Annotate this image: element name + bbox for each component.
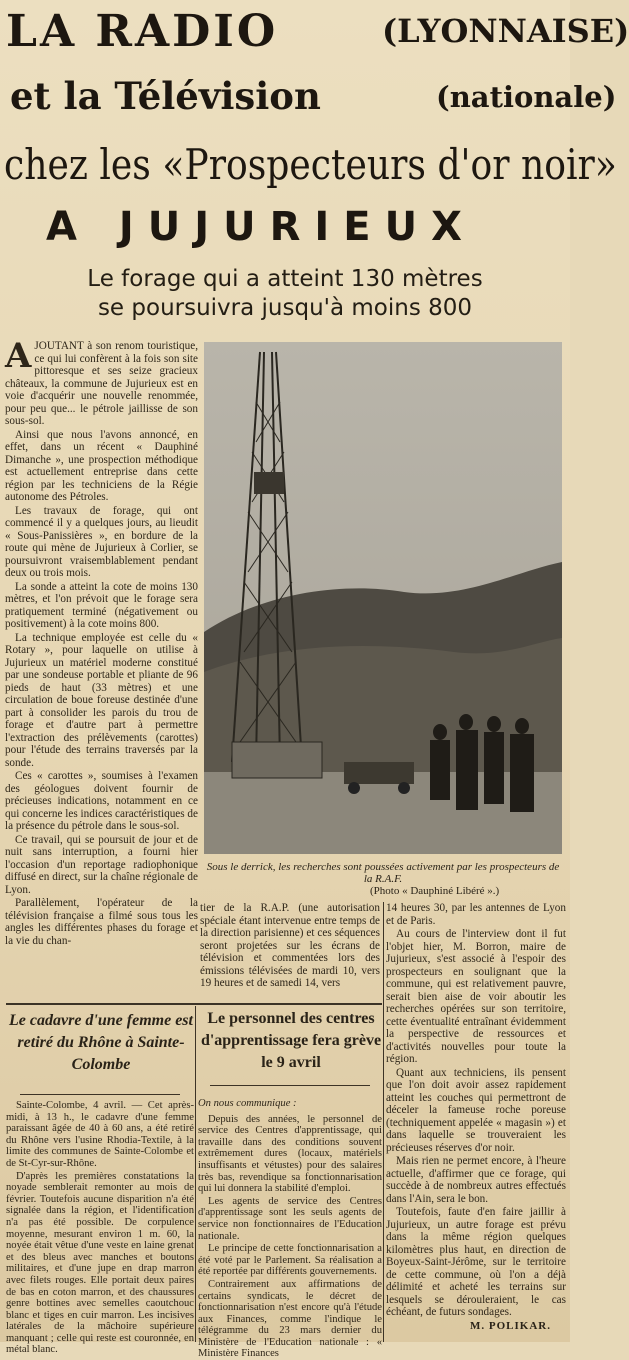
article-paragraph: tier de la R.A.P. (une autorisation spéciale étant intervenue entre temps de la direction parisienne) et ces séquences seront projetées sur les écrans de télévision et commentées lors des émissions télévisées de mardi 10, vers 19 heures et de samedi 14, vers bbox=[200, 902, 380, 989]
article-paragraph: Les agents de service des Centres d'apprentissage sont les seuls agents de service non fonctionnaires de l'Education nationale. bbox=[198, 1195, 382, 1242]
derrick-photo bbox=[204, 342, 562, 854]
column-divider bbox=[20, 1094, 180, 1095]
column-divider bbox=[210, 1085, 370, 1086]
headline-prospecteurs: chez les «Prospecteurs d'or noir» bbox=[4, 140, 617, 189]
article-paragraph: Sainte-Colombe, 4 avril. — Cet après-midi, à 13 h., le cadavre d'une femme paraissant âgée de 40 à 60 ans, a été retiré du Rhône vers l'usine Rhodia-Textile, à la limite des communes de Sainte-Colombe et de St-Cyr-sur-Rhône. bbox=[6, 1100, 194, 1169]
article-paragraph: La sonde a atteint la cote de moins 130 mètres, et l'on prévoit que le forage sera pratiquement terminé (négativement ou positivement) à la cote moins 800. bbox=[5, 580, 198, 630]
article-paragraph: Le principe de cette fonctionnarisation a été voté par le Parlement. Sa réalisation a été reportée par différents gouvernements. bbox=[198, 1243, 382, 1278]
cadavre-headline: Le cadavre d'une femme est retiré du Rhône à Sainte-Colombe bbox=[9, 1012, 193, 1073]
article-paragraph: Quant aux techniciens, ils pensent que l'on doit avoir assez rapidement atteint les couches qui permettront de déceler la fameuse roche poreuse (techniquement appelée « magasin ») et dans laquelle se trouveraient les précieuses réserves d'or noir. bbox=[386, 1066, 566, 1154]
article-paragraph: Ces « carottes », soumises à l'examen des géologues doivent fournir de précieuses indications, notamment en ce qui concerne les indices caractéristiques de la présence du pétrole dans le sous-sol. bbox=[5, 770, 198, 832]
article-paragraph: AJOUTANT à son renom touristique, ce qui lui confèrent à la fois son site pittoresque et ses seize gracieux châteaux, la commune de Jujurieux est en voie d'acquérir une nouvelle renommée, pour peu que... le pétrole jaillisse de son sous-sol. bbox=[5, 336, 198, 427]
headline-television: et la Télévision bbox=[10, 74, 321, 118]
article-paragraph: Les travaux de forage, qui ont commencé il y a quelques jours, au lieudit « Sous-Panissières », en bordure de la route qui mène de Jujurieux à Corlier, se poursuivront vraisemblablement pendant deux ou trois mois. bbox=[5, 504, 198, 579]
photo-credit: (Photo « Dauphiné Libéré ».) bbox=[370, 885, 500, 897]
article-paragraph: 14 heures 30, par les antennes de Lyon et de Paris. bbox=[386, 902, 566, 927]
article-paragraph: Au cours de l'interview dont il fut l'objet hier, M. Borron, maire de Jujurieux, s'est associé à l'espoir des prospecteurs en soulignant que la commune, qui est relativement pauvre, serait bien aise de voir aboutir les recherches opérées sur son territoire, cette éventualité entraînant évidemment la perspective de ressources et d'activités nouvelles pour toute la région. bbox=[386, 928, 566, 1065]
article-paragraph: Contrairement aux affirmations de certains syndicats, le décret de fonctionnarisation n'est encore qu'à l'étude aux Finances, comme l'indique le télégramme du 23 mars dernier du Ministère de l'Education nationale : « Ministère Finances bbox=[198, 1278, 382, 1360]
cadavre-article-body bbox=[6, 1100, 194, 1356]
article-paragraph: Toutefois, faute d'en faire jaillir à Jujurieux, un autre forage est prévu dans la même région quelques kilomètres plus haut, en direction de Boyeux-Saint-Jérôme, sur le territoire de cette commune, où l'on a déjà délimité et acheté les terrains sur lesquels se dérouleraient, le cas échéant, de futurs sondages. bbox=[386, 1206, 566, 1318]
main-article-right-column bbox=[386, 902, 566, 1342]
photo-caption: Sous le derrick, les recherches sont poussées activement par les prospecteurs de la R.A.F. bbox=[206, 861, 560, 885]
article-paragraph: Parallèlement, l'opérateur de la télévision française a filmé sous tous les angles les différentes phases du forage et la vie du chan- bbox=[5, 897, 198, 947]
main-article-left-column bbox=[5, 336, 198, 1000]
headline-nationale: (nationale) bbox=[436, 80, 617, 114]
article-paragraph: Depuis des années, le personnel de service des Centres d'apprentissage, qui travaille dans des conditions souvent extrêmement dures (locaux, matériels insuffisants et vétustes) pour des salaires très bas, revendique sa fonctionnarisation qui lui donnera la stabilité d'emploi. bbox=[198, 1113, 382, 1195]
main-article-middle-column bbox=[200, 902, 380, 1002]
subtitle-line-2: se poursuivra jusqu'à moins 800 bbox=[97, 295, 473, 321]
article-paragraph: Mais rien ne permet encore, à l'heure actuelle, d'affirmer que ce forage, qui succède à de nombreux autres effectués dans l'Ain, sera le bon. bbox=[386, 1155, 566, 1205]
article-signature: M. POLIKAR. bbox=[470, 1320, 551, 1332]
article-intro: On nous communique : bbox=[198, 1098, 297, 1109]
headline-lyonnaise: (LYONNAISE) bbox=[382, 12, 629, 50]
headline-jujurieux: A JUJURIEUX bbox=[46, 204, 476, 250]
subtitle-line-1: Le forage qui a atteint 130 mètres bbox=[87, 266, 483, 292]
column-divider bbox=[383, 902, 384, 1342]
article-paragraph: Ainsi que nous l'avons annoncé, en effet, dans un récent « Dauphiné Dimanche », une prospection méthodique est actuellement entreprise dans cette région par les techniciens de la Régie autonome des Pétroles. bbox=[5, 428, 198, 503]
headline-radio: LA RADIO bbox=[6, 6, 279, 57]
article-paragraph: La technique employée est celle du « Rotary », pour laquelle on utilise à Jujurieux un matériel moderne constitué par une sondeuse portable et pliante de 96 pieds de haut (33 mètres) et une circulation de boue foreuse destinée d'une part à consolider les parois du trou de forage et d'autre part à permettre l'extraction des prélèvements (carottes) pour l'étude des terrains traversés par la sonde. bbox=[5, 631, 198, 769]
article-paragraph: D'après les premières constatations la noyade semblerait remonter au mois de février. Toutefois aucune disparition n'a été signalée dans la région, et l'identification n'a pas été possible. De corpulence moyenne, mesurant environ 1 m. 60, la noyée était vêtue d'une veste en laine grenat et des bleus avec manches et boutons militaires, et d'une jupe en drap marron avec filets rouges. Elle portait deux paires de bas en coton marron, et des chaussures genre bottines avec semelles caoutchouc blanc et tiges en cuir marron. Les incisives latérales de la mâchoire supérieure manquant ; celle qui reste est couronnée, en métal blanc. bbox=[6, 1170, 194, 1356]
column-divider bbox=[6, 1003, 382, 1005]
drop-cap: A bbox=[5, 336, 32, 376]
article-paragraph: Ce travail, qui se poursuit de jour et de nuit sans interruption, a fourni hier l'occasion d'un reportage radiophonique diffusé en direct, sur la chaîne régionale de Lyon. bbox=[5, 833, 198, 896]
greve-headline: Le personnel des centres d'apprentissage fera grève le 9 avril bbox=[200, 1010, 382, 1071]
greve-article-body bbox=[198, 1098, 382, 1360]
